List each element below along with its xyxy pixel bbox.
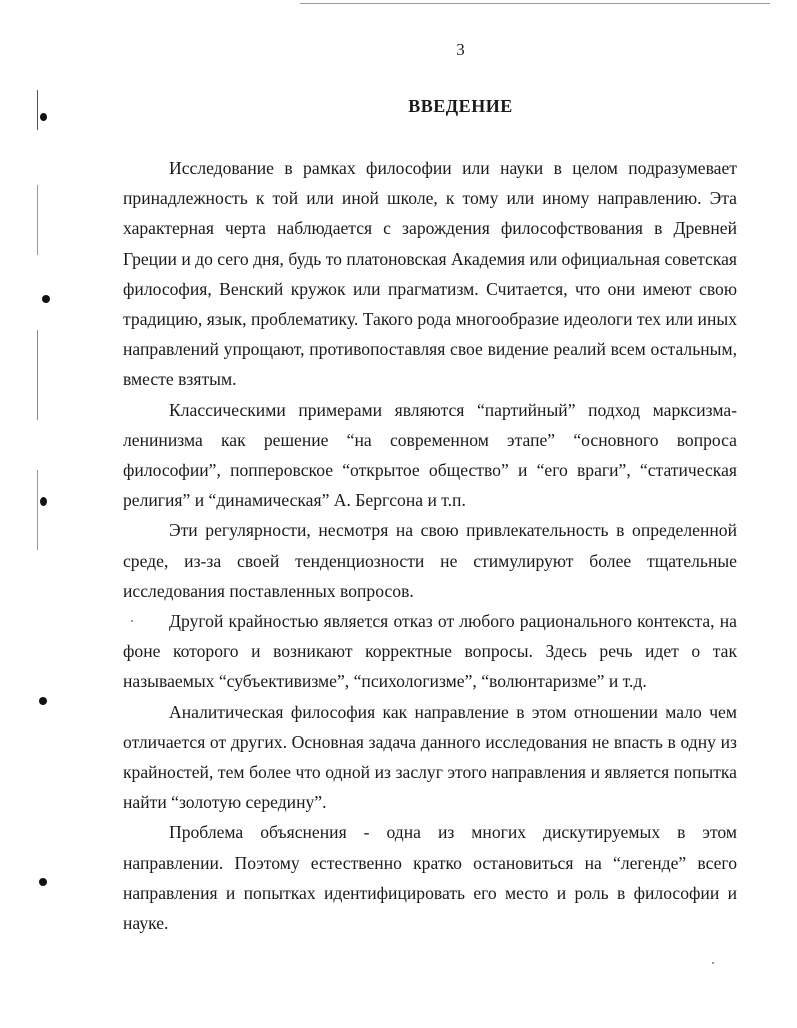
- binding-hole-mark: [40, 113, 47, 121]
- binding-streak: [37, 90, 38, 130]
- section-title: ВВЕДЕНИЕ: [408, 96, 513, 116]
- paragraph: Проблема объяснения - одна из многих дискутируемых в этом направлении. Поэтому естественно кратко остановиться на “легенде” всего направления и попытках идентифицировать его место и роль в философии и науке.: [123, 822, 737, 934]
- body-text: [123, 153, 737, 938]
- scan-border-line: [300, 3, 770, 4]
- paragraph: Классическими примерами являются “партийный” подход марксизма-ленинизма как решение “на современном этапе” “основного вопроса философии”, попперовское “открытое общество” и “его враги”, “статическая религия” и “динамическая” А. Бергсона и т.п.: [123, 399, 737, 511]
- binding-hole-mark: [39, 697, 47, 705]
- binding-streak: [37, 185, 38, 255]
- page-number: 3: [456, 40, 465, 59]
- binding-hole-mark: [42, 295, 50, 303]
- paragraph: Аналитическая философия как направление в этом отношении мало чем отличается от других. Основная задача данного исследования не впасть в одну из крайностей, тем более что одной из заслуг этого направления и является попытка найти “золотую середину”.: [123, 701, 737, 813]
- binding-hole-mark: [40, 497, 47, 506]
- paragraph: Эти регулярности, несмотря на свою привлекательность в определенной среде, из-за своей тенденциозности не стимулируют более тщательные исследования поставленных вопросов.: [123, 520, 737, 601]
- paragraph: Другой крайностью является отказ от любого рационального контекста, на фоне которого и возникают корректные вопросы. Здесь речь идет о так называемых “субъективизме”, “психологизме”, “волюнтаризме” и т.д.: [123, 611, 737, 692]
- binding-hole-mark: [39, 878, 47, 886]
- binding-streak: [37, 470, 38, 550]
- binding-streak: [37, 330, 38, 420]
- scan-speck: [712, 962, 714, 964]
- paragraph: Исследование в рамках философии или науки в целом подразумевает принадлежность к той или иной школе, к тому или иному направлению. Эта характерная черта наблюдается с зарождения философствования в Древней Греции и до сего дня, будь то платоновская Академия или официальная советская философия, Венский кружок или прагматизм. Считается, что они имеют свою традицию, язык, проблематику. Такого рода многообразие идеологи тех или иных направлений упрощают, противопоставляя свое видение реалий всем остальным, вместе взятым.: [123, 158, 737, 390]
